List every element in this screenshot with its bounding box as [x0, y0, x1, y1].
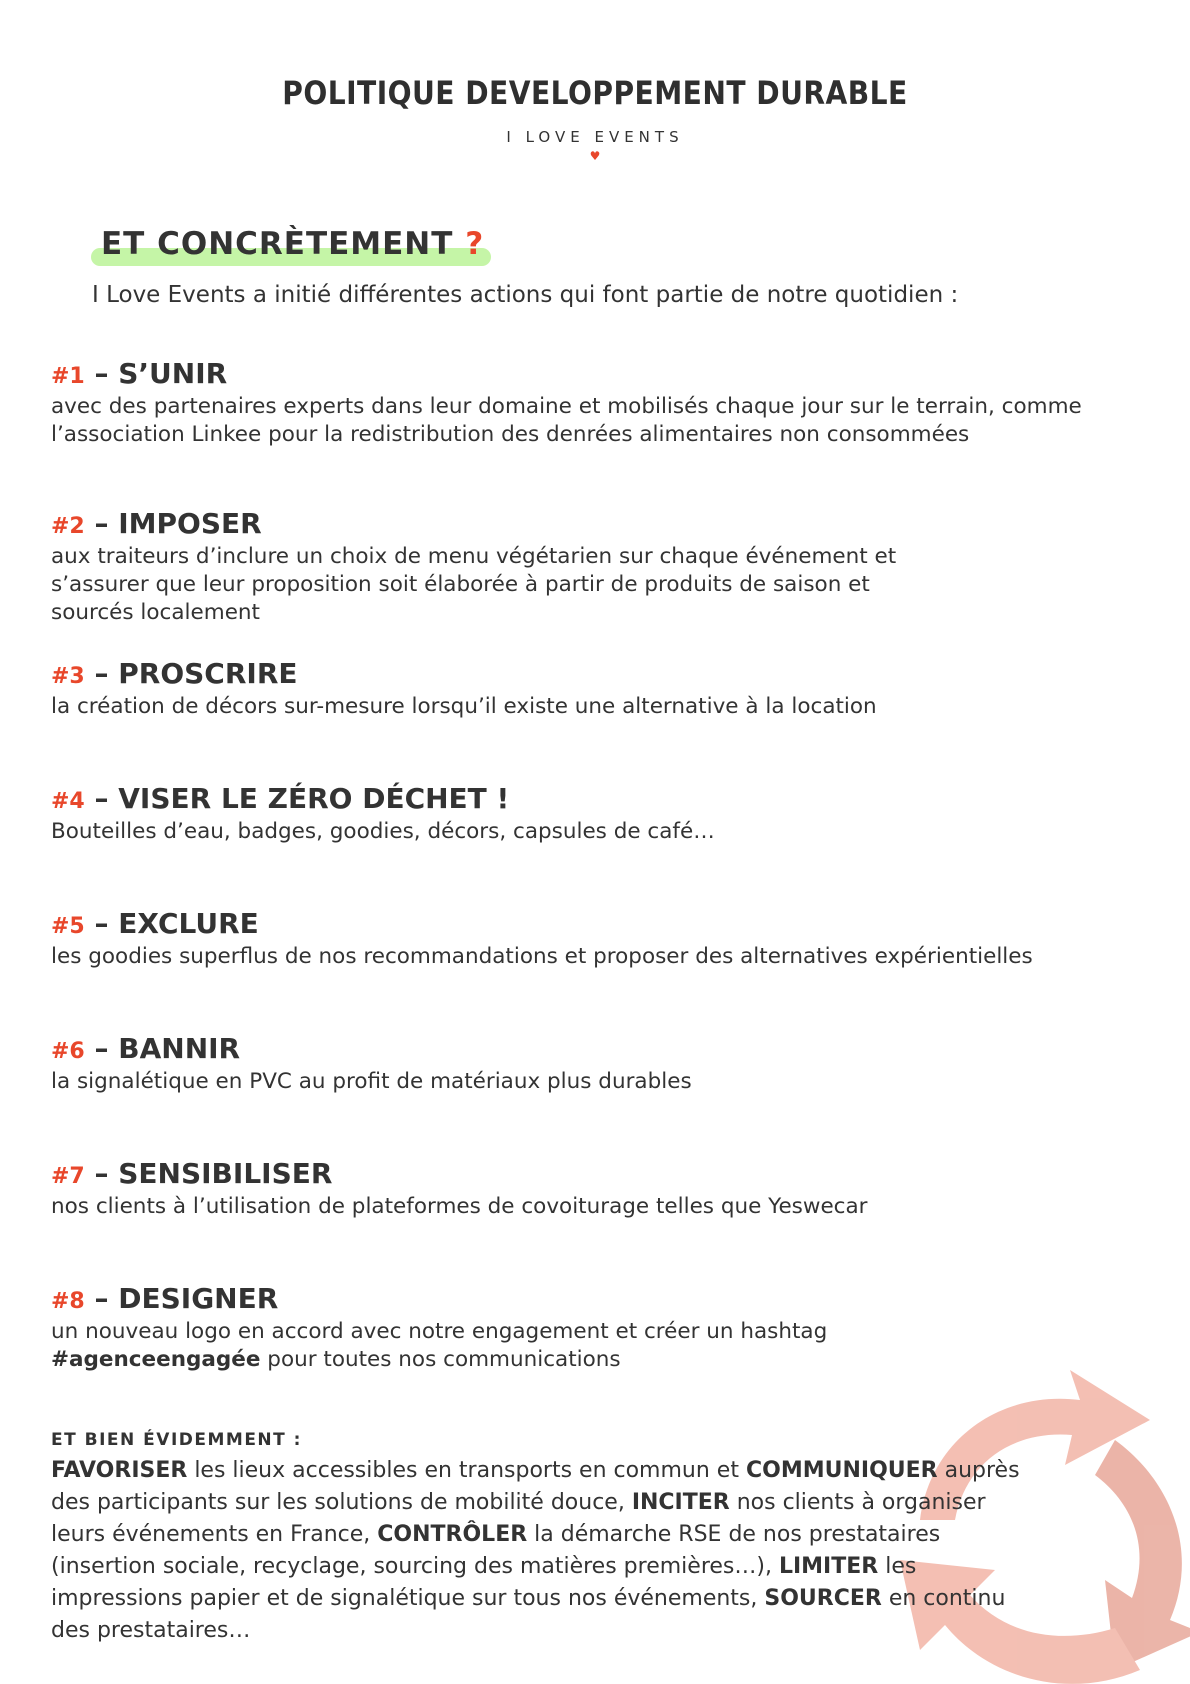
closing-paragraph: [51, 1455, 1041, 1647]
action-dash: –: [94, 1282, 109, 1315]
closing-keyword: INCITER: [631, 1490, 730, 1515]
action-item-3: [51, 658, 1131, 721]
action-number: #4: [51, 789, 85, 814]
action-verb: DESIGNER: [118, 1282, 279, 1315]
action-item-5: [51, 908, 1131, 971]
closing-text: auprès des participants sur les solutions de mobilité douce,: [51, 1458, 1020, 1515]
action-number: #2: [51, 514, 85, 539]
action-number: #1: [51, 364, 85, 389]
action-item-4: [51, 783, 1131, 846]
action-title: [51, 1033, 1131, 1068]
action-description: nos clients à l’utilisation de plateformes de covoiturage telles que Yeswecar: [51, 1194, 868, 1219]
section-heading-block: [91, 226, 484, 262]
action-description: aux traiteurs d’inclure un choix de menu végétarien sur chaque événement et s’assurer que leur proposition soit élaborée à partir de produits de saison et sourcés localement: [51, 544, 897, 625]
action-item-2: [51, 508, 951, 627]
closing-text: la démarche RSE de nos prestataires (insertion sociale, recyclage, sourcing des matières premières…),: [51, 1522, 941, 1579]
action-title: [51, 1283, 951, 1318]
action-item-6: [51, 1033, 1131, 1096]
closing-label: ET BIEN ÉVIDEMMENT :: [51, 1430, 302, 1450]
action-description: Bouteilles d’eau, badges, goodies, décors, capsules de café…: [51, 819, 715, 844]
action-item-7: [51, 1158, 1131, 1221]
action-verb: PROSCRIRE: [118, 657, 298, 690]
question-mark: ?: [465, 226, 485, 262]
closing-keyword: LIMITER: [778, 1554, 879, 1579]
closing-keyword: CONTRÔLER: [377, 1522, 528, 1547]
action-description: les goodies superflus de nos recommandations et proposer des alternatives expérientielles: [51, 944, 1033, 969]
action-description: [51, 1318, 951, 1374]
action-number: #3: [51, 664, 85, 689]
closing-text: les impressions papier et de signalétique sur tous nos événements,: [51, 1554, 917, 1611]
action-number: #8: [51, 1289, 85, 1314]
action-title: [51, 1158, 1131, 1193]
action-verb: VISER LE ZÉRO DÉCHET !: [118, 782, 510, 815]
action-title: [51, 658, 1131, 693]
action-dash: –: [94, 507, 109, 540]
action-title: [51, 508, 951, 543]
action-verb: EXCLURE: [118, 907, 259, 940]
action-description-text: un nouveau logo en accord avec notre engagement et créer un hashtag: [51, 1319, 828, 1344]
section-heading-text: ET CONCRÈTEMENT: [101, 226, 454, 262]
heart-icon: ♥: [589, 149, 601, 163]
page-title: POLITIQUE DEVELOPPEMENT DURABLE: [282, 74, 908, 112]
action-verb: S’UNIR: [118, 357, 228, 390]
action-verb: SENSIBILISER: [118, 1157, 333, 1190]
intro-text: I Love Events a initié différentes actions qui font partie de notre quotidien :: [92, 282, 959, 308]
closing-keyword: COMMUNIQUER: [745, 1458, 938, 1483]
section-heading: [101, 226, 484, 262]
action-description: avec des partenaires experts dans leur domaine et mobilisés chaque jour sur le terrain, comme l’association Linkee pour la redistribution des denrées alimentaires non consommées: [51, 394, 1082, 447]
action-number: #6: [51, 1039, 85, 1064]
closing-text: nos clients à organiser leurs événements en France,: [51, 1490, 986, 1547]
action-title: [51, 908, 1131, 943]
action-title: [51, 358, 1131, 393]
action-description-tail: pour toutes nos communications: [260, 1347, 621, 1372]
action-dash: –: [94, 1157, 109, 1190]
action-dash: –: [94, 907, 109, 940]
action-dash: –: [94, 657, 109, 690]
action-item-1: [51, 358, 1131, 449]
brand-name: I LOVE EVENTS: [506, 128, 684, 146]
closing-text: les lieux accessibles en transports en commun et: [187, 1458, 746, 1483]
action-description: la création de décors sur-mesure lorsqu’il existe une alternative à la location: [51, 694, 877, 719]
action-number: #5: [51, 914, 85, 939]
action-dash: –: [94, 1032, 109, 1065]
action-item-8: [51, 1283, 951, 1374]
action-title: [51, 783, 1131, 818]
closing-text: en continu des prestataires…: [51, 1586, 1006, 1643]
hashtag: #agenceengagée: [51, 1347, 261, 1372]
action-description: la signalétique en PVC au profit de matériaux plus durables: [51, 1069, 692, 1094]
action-number: #7: [51, 1164, 85, 1189]
action-verb: IMPOSER: [118, 507, 262, 540]
action-dash: –: [94, 357, 109, 390]
closing-keyword: FAVORISER: [51, 1458, 188, 1483]
action-dash: –: [94, 782, 109, 815]
action-verb: BANNIR: [118, 1032, 241, 1065]
closing-keyword: SOURCER: [764, 1586, 882, 1611]
